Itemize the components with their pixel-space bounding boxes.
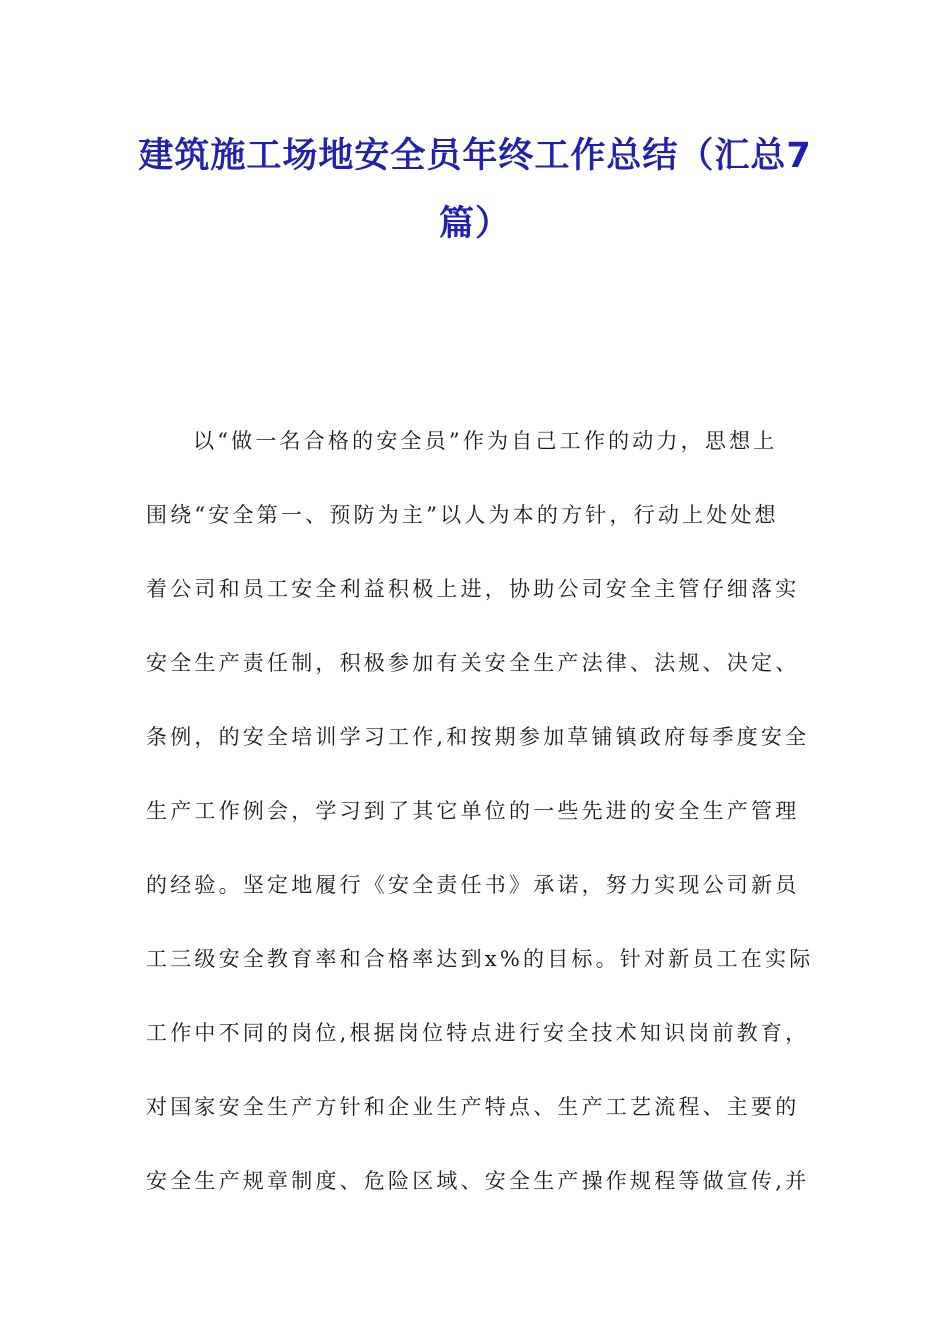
body-line: 工三级安全教育率和合格率达到x%的目标。针对新员工在实际 (146, 947, 814, 971)
body-line: 条例，的安全培训学习工作,和按期参加草铺镇政府每季度安全 (146, 725, 810, 749)
body-line: 围绕“安全第一、预防为主”以人为本的方针，行动上处处想 (146, 503, 779, 527)
body-line: 着公司和员工安全利益积极上进，协助公司安全主管仔细落实 (146, 577, 800, 601)
document-body (146, 404, 814, 1218)
body-line: 安全生产规章制度、危险区域、安全生产操作规程等做宣传,并 (146, 1169, 810, 1193)
body-line: 的经验。坚定地履行《安全责任书》承诺，努力实现公司新员 (146, 873, 800, 897)
body-line: 工作中不同的岗位,根据岗位特点进行安全技术知识岗前教育， (146, 1021, 810, 1045)
body-line: 以“做一名合格的安全员”作为自己工作的动力，思想上 (193, 429, 778, 453)
body-line: 安全生产责任制，积极参加有关安全生产法律、法规、决定、 (146, 651, 800, 675)
body-line: 对国家安全生产方针和企业生产特点、生产工艺流程、主要的 (146, 1095, 800, 1119)
body-line: 生产工作例会，学习到了其它单位的一些先进的安全生产管理 (146, 799, 800, 823)
document-title: 建筑施工场地安全员年终工作总结（汇总7篇） (138, 136, 812, 244)
